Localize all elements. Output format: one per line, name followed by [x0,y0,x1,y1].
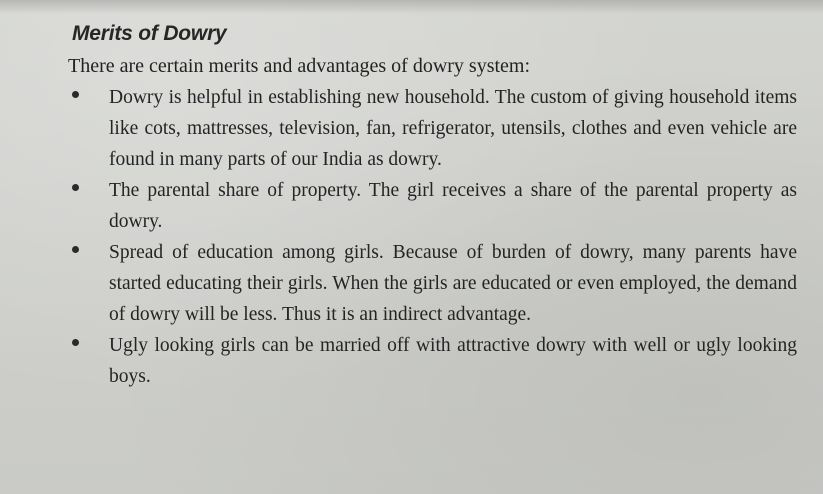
list-item-text: Ugly looking girls can be married off with attractive dowry with well or ugly looking boys. [109,335,797,387]
bullet-icon [72,91,79,98]
list-item-text: Spread of education among girls. Because of burden of dowry, many parents have started educating their girls. When the girls are educated or even employed, the demand of dowry will be less. Thus it is an indirect advantage. [109,242,797,325]
section-heading: Merits of Dowry [72,22,227,45]
page-top-shadow [0,0,823,14]
list-item [68,175,808,237]
content-area [68,22,808,392]
bullet-icon [72,184,79,191]
bullet-icon [72,246,79,253]
bullet-icon [72,339,79,346]
merits-list [68,82,808,392]
list-item [68,82,808,175]
list-item-text: Dowry is helpful in establishing new household. The custom of giving household items like cots, mattresses, television, fan, refrigerator, utensils, clothes and even vehicle are found in many parts of our India as dowry. [109,87,797,170]
list-item-text: The parental share of property. The girl receives a share of the parental property as dowry. [109,180,797,232]
intro-paragraph: There are certain merits and advantages of dowry system: [68,55,531,77]
list-item [68,237,808,330]
list-item [68,330,808,392]
